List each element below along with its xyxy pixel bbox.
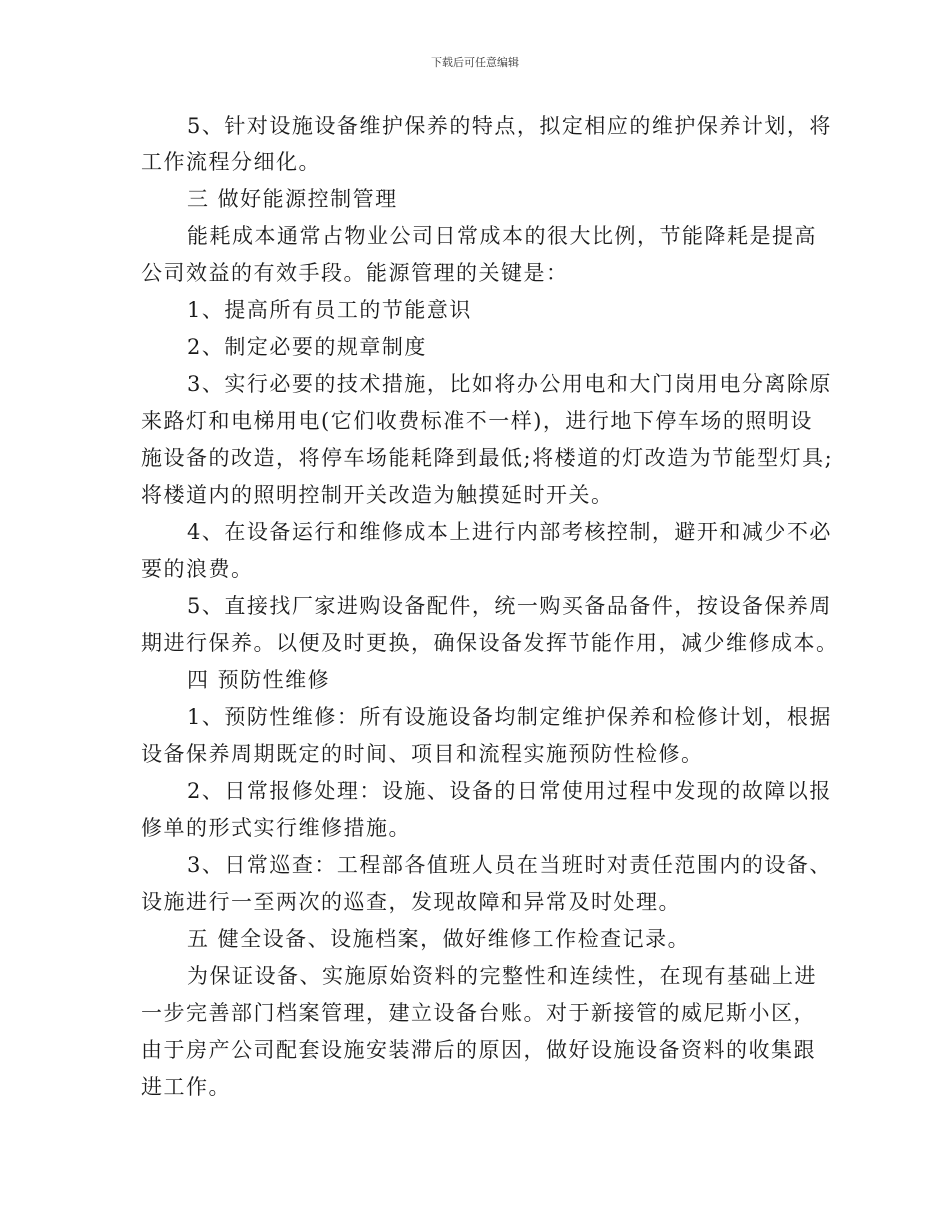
text-line: 由于房产公司配套设施安装滞后的原因，做好设施设备资料的收集跟	[141, 1038, 816, 1062]
section-heading: 三 做好能源控制管理	[187, 187, 398, 211]
text-line: 5、直接找厂家进购设备配件，统一购买备品备件，按设备保养周	[187, 594, 832, 618]
text-line: 2、制定必要的规章制度	[187, 335, 427, 359]
text-line: 为保证设备、实施原始资料的完整性和连续性，在现有基础上进	[187, 964, 817, 988]
text-line: 进工作。	[141, 1075, 231, 1099]
text-line: 一步完善部门档案管理，建立设备台账。对于新接管的威尼斯小区，	[141, 1001, 816, 1025]
text-line: 施设备的改造，将停车场能耗降到最低;将楼道的灯改造为节能型灯具;	[141, 446, 834, 470]
text-line: 能耗成本通常占物业公司日常成本的很大比例，节能降耗是提高	[187, 224, 817, 248]
text-line: 设备保养周期既定的时间、项目和流程实施预防性检修。	[141, 742, 704, 766]
text-line: 要的浪费。	[141, 557, 254, 581]
text-line: 3、实行必要的技术措施，比如将办公用电和大门岗用电分离除原	[187, 372, 832, 396]
text-line: 3、日常巡查：工程部各值班人员在当班时对责任范围内的设备、	[187, 853, 832, 877]
text-line: 1、提高所有员工的节能意识	[187, 298, 472, 322]
text-line: 期进行保养。以便及时更换，确保设备发挥节能作用，减少维修成本。	[141, 631, 839, 655]
text-line: 4、在设备运行和维修成本上进行内部考核控制，避开和减少不必	[187, 520, 832, 544]
text-line: 2、日常报修处理：设施、设备的日常使用过程中发现的故障以报	[187, 779, 832, 803]
page-header: 下载后可任意编辑	[431, 56, 519, 69]
text-line: 来路灯和电梯用电(它们收费标准不一样)，进行地下停车场的照明设	[141, 409, 813, 433]
section-heading: 五 健全设备、设施档案，做好维修工作检查记录。	[187, 927, 691, 951]
text-line: 5、针对设施设备维护保养的特点，拟定相应的维护保养计划，将	[187, 114, 832, 138]
text-line: 修单的形式实行维修措施。	[141, 816, 411, 840]
text-line: 工作流程分细化。	[141, 150, 321, 174]
text-line: 设施进行一至两次的巡查，发现故障和异常及时处理。	[141, 890, 681, 914]
text-line: 公司效益的有效手段。能源管理的关键是：	[141, 261, 569, 285]
text-line: 1、预防性维修：所有设施设备均制定维护保养和检修计划，根据	[187, 705, 832, 729]
section-heading: 四 预防性维修	[187, 668, 331, 692]
text-line: 将楼道内的照明控制开关改造为触摸延时开关。	[141, 483, 614, 507]
